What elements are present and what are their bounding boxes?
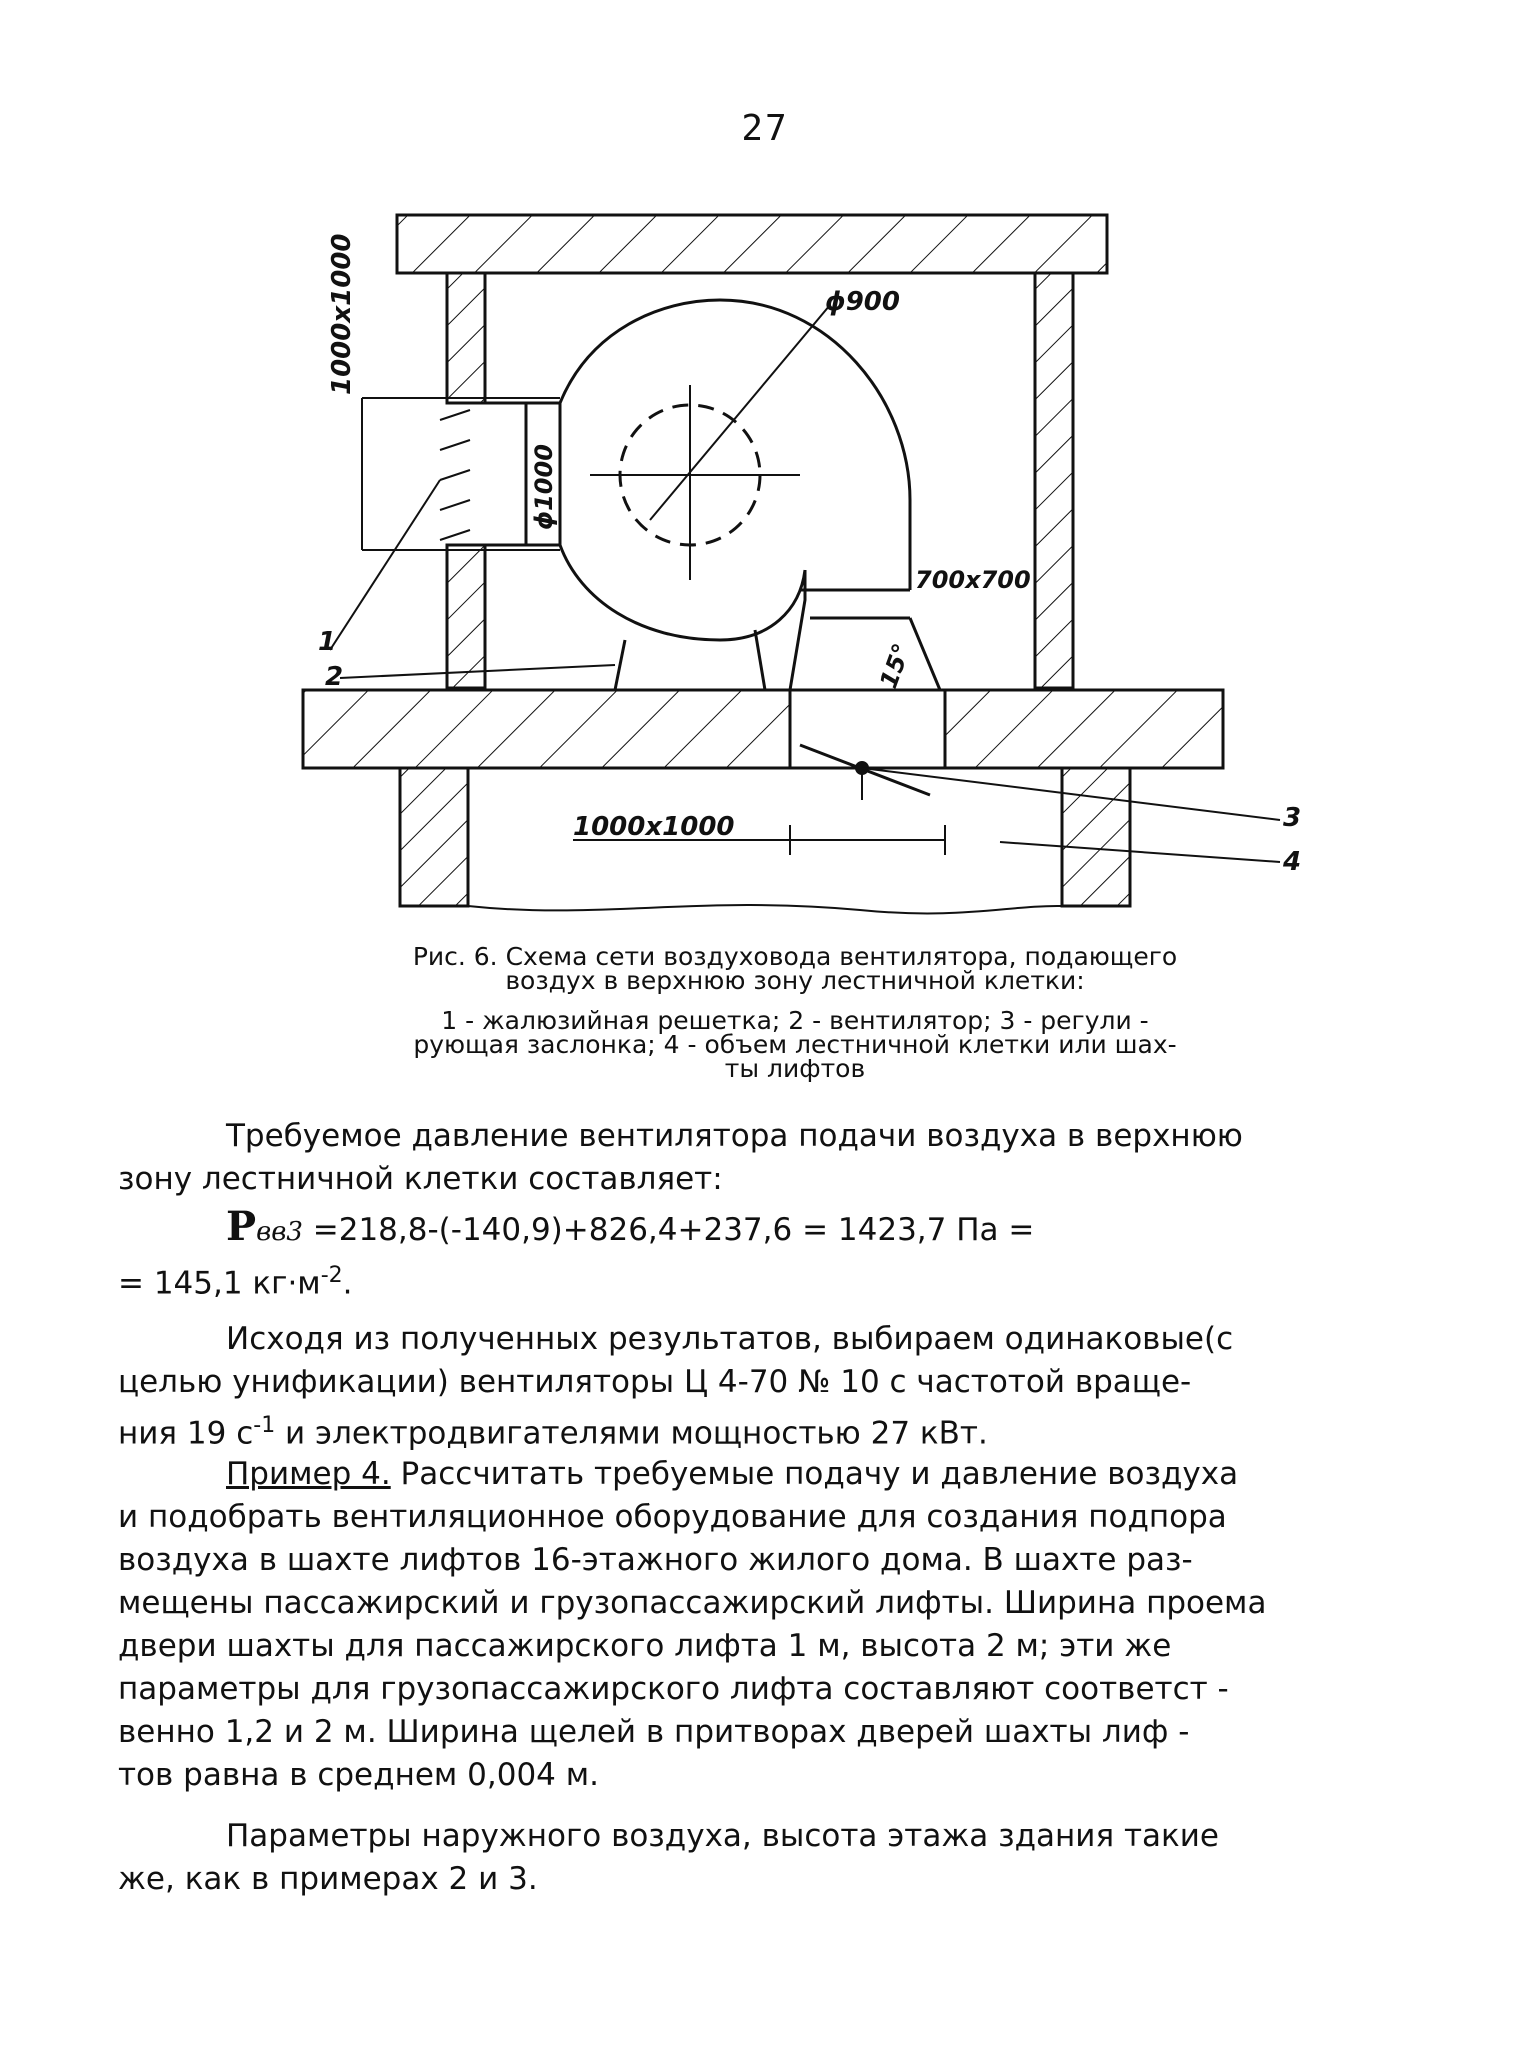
label-fan-diameter: ϕ900 — [825, 287, 900, 317]
paragraph-1-line-1: Требуемое давление вентилятора подачи воздуха в верхнюю — [226, 1118, 1243, 1154]
paragraph-4-line-1: Параметры наружного воздуха, высота этажа здания такие — [226, 1818, 1219, 1854]
callout-2: 2 — [325, 662, 344, 692]
fan-diameter-leader — [650, 305, 830, 520]
paragraph-2-line-3: ния 19 с — [118, 1415, 254, 1452]
paragraph-3-line-4: мещены пассажирский и грузопассажирский лифты. Ширина проема — [118, 1585, 1267, 1621]
paragraph-1 — [118, 1115, 1438, 1201]
paragraph-2-line-3-end: и электродвигателями мощностью 27 кВт. — [275, 1415, 988, 1452]
paragraph-3-line-2: и подобрать вентиляционное оборудование для создания подпора — [118, 1499, 1227, 1535]
paragraph-2-exponent: -1 — [253, 1413, 276, 1438]
paragraph-3-line-1: Рассчитать требуемые подачу и давление воздуха — [390, 1456, 1239, 1492]
top-slab — [397, 215, 1107, 273]
formula-expression: =218,8-(-140,9)+826,4+237,6 = 1423,7 Па = — [312, 1212, 1035, 1248]
paragraph-4 — [118, 1815, 1438, 1901]
caption-title-line-2: воздух в верхнюю зону лестничной клетки: — [505, 966, 1085, 995]
right-wall — [1035, 273, 1073, 688]
formula-line-2: = 145,1 кг·м — [118, 1265, 321, 1302]
callout-4: 4 — [1283, 847, 1302, 877]
formula — [118, 1205, 1438, 1305]
formula-subscript: вв3 — [256, 1217, 303, 1247]
label-outlet-section: 700x700 — [915, 566, 1031, 594]
page-number: 27 — [741, 108, 789, 149]
paragraph-1-line-2: зону лестничной клетки составляет: — [118, 1161, 723, 1197]
paragraph-3-line-3: воздуха в шахте лифтов 16-этажного жилого дома. В шахте раз- — [118, 1542, 1193, 1578]
caption-legend-line-1: 1 - жалюзийная решетка; 2 - вентилятор; 3 - регули - — [441, 1006, 1149, 1035]
figure-caption — [290, 942, 1300, 1083]
formula-line-2-end: . — [342, 1265, 353, 1302]
label-shaft-section: 1000x1000 — [327, 233, 357, 395]
paragraph-2-line-2: целью унификации) вентиляторы Ц 4-70 № 10 с частотой враще- — [118, 1364, 1192, 1400]
paragraph-3-line-8: тов равна в среднем 0,004 м. — [118, 1757, 599, 1793]
paragraph-2-line-1: Исходя из полученных результатов, выбираем одинаковые(с — [226, 1321, 1234, 1357]
paragraph-3-line-7: венно 1,2 и 2 м. Ширина щелей в притворах дверей шахты лиф - — [118, 1714, 1190, 1750]
example-label: Пример 4. — [226, 1456, 391, 1492]
left-wall — [447, 273, 485, 688]
fan-volute — [560, 300, 940, 693]
ventilation-diagram — [0, 0, 1536, 1000]
callout-3: 3 — [1283, 803, 1302, 833]
label-inlet-diameter: ϕ1000 — [530, 444, 558, 530]
paragraph-4-line-2: же, как в примерах 2 и 3. — [118, 1861, 538, 1897]
paragraph-3-line-6: параметры для грузопассажирского лифта составляют соответст - — [118, 1671, 1229, 1707]
caption-legend-line-3: ты лифтов — [724, 1054, 866, 1083]
paragraph-3-line-5: двери шахты для пассажирского лифта 1 м, высота 2 м; эти же — [118, 1628, 1172, 1664]
callout-1: 1 — [318, 627, 337, 657]
label-angle: 15° — [874, 639, 917, 693]
floor-slab — [303, 690, 1223, 768]
label-floor-opening: 1000x1000 — [573, 812, 735, 842]
paragraph-3 — [118, 1453, 1438, 1797]
caption-title-line-1: Рис. 6. Схема сети воздуховода вентилятора, подающего — [412, 942, 1178, 971]
caption-legend-line-2: рующая заслонка; 4 - объем лестничной клетки или шах- — [413, 1030, 1177, 1059]
formula-symbol: P — [226, 1203, 257, 1250]
formula-exponent: -2 — [320, 1263, 343, 1288]
paragraph-2 — [118, 1318, 1438, 1455]
